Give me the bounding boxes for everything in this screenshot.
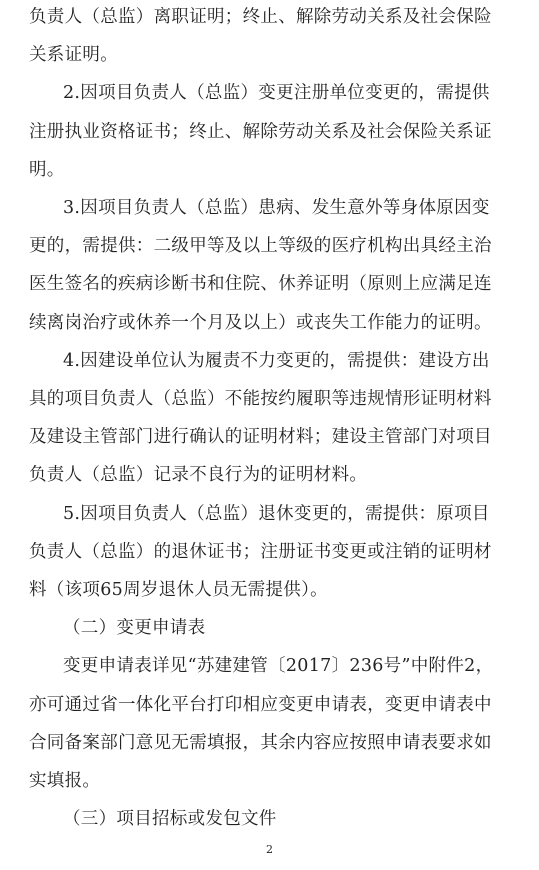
text-line-10: 4.因建设单位认为履责不力变更的，需提供：建设方出 bbox=[63, 350, 490, 371]
page-number: 2 bbox=[266, 843, 273, 856]
text-line-1: 负责人（总监）离职证明；终止、解除劳动关系及社会保险 bbox=[29, 7, 492, 27]
text-line-9: 续离岗治疗或休养一个月及以上）或丧失工作能力的证明。 bbox=[29, 312, 492, 333]
text-line-15: 负责人（总监）的退休证书；注册证书变更或注销的证明材 bbox=[29, 541, 492, 562]
section-heading-2: （二）变更申请表 bbox=[63, 618, 206, 639]
text-line-20: 合同备案部门意见无需填报，其余内容应按照申请表要求如 bbox=[29, 732, 492, 753]
section-heading-3: （三）项目招标或发包文件 bbox=[63, 809, 277, 830]
text-line-13: 负责人（总监）记录不良行为的证明材料。 bbox=[29, 465, 368, 486]
text-line-11: 具的项目负责人（总监）不能按约履职等违规情形证明材料 bbox=[29, 389, 492, 409]
text-line-19: 亦可通过省一体化平台打印相应变更申请表，变更申请表中 bbox=[29, 694, 492, 715]
text-line-8: 医生签名的疾病诊断书和住院、休养证明（原则上应满足连 bbox=[29, 274, 492, 295]
text-line-12: 及建设主管部门进行确认的证明材料；建设主管部门对项目 bbox=[29, 427, 492, 448]
text-line-16: 料（该项65周岁退休人员无需提供）。 bbox=[29, 580, 328, 600]
text-line-18: 变更申请表详见“苏建建管〔2017〕236号”中附件2， bbox=[63, 656, 494, 677]
text-line-4: 注册执业资格证书；终止、解除劳动关系及社会保险关系证 bbox=[29, 121, 492, 142]
text-line-6: 3.因项目负责人（总监）患病、发生意外等身体原因变 bbox=[63, 198, 490, 218]
text-line-3: 2.因项目负责人（总监）变更注册单位变更的，需提供 bbox=[63, 83, 490, 104]
text-line-21: 实填报。 bbox=[29, 771, 101, 791]
text-line-7: 更的，需提供：二级甲等及以上等级的医疗机构出具经主治 bbox=[29, 236, 492, 257]
text-line-2: 关系证明。 bbox=[29, 45, 118, 66]
text-line-14: 5.因项目负责人（总监）退休变更的，需提供：原项目 bbox=[63, 503, 490, 524]
text-line-5: 明。 bbox=[29, 159, 65, 180]
